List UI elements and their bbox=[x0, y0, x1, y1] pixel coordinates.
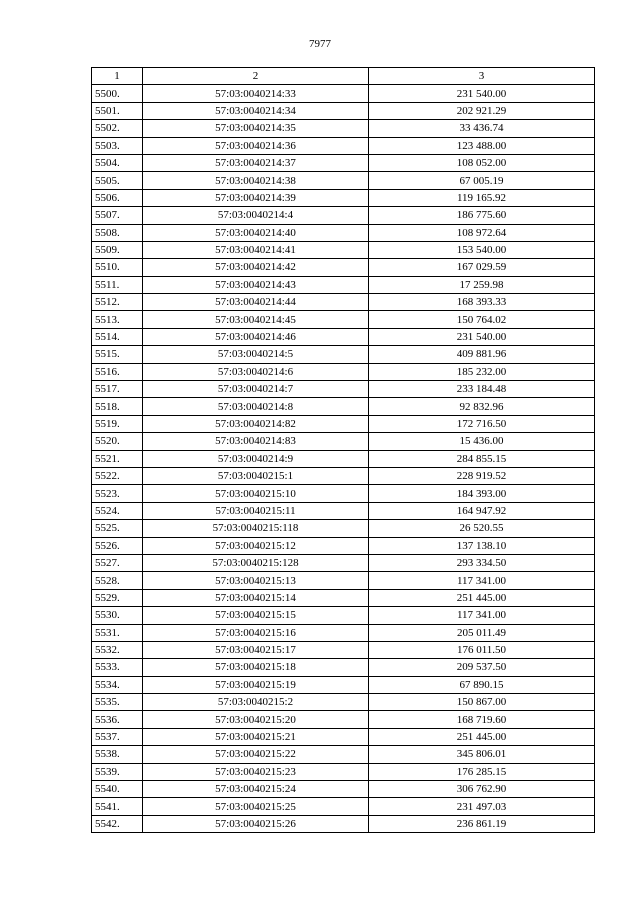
row-number: 5523. bbox=[92, 485, 143, 502]
cadastral-value: 168 393.33 bbox=[369, 294, 595, 311]
cadastral-number: 57:03:0040214:34 bbox=[143, 102, 369, 119]
cadastral-number: 57:03:0040215:12 bbox=[143, 537, 369, 554]
row-number: 5532. bbox=[92, 641, 143, 658]
cadastral-number: 57:03:0040215:19 bbox=[143, 676, 369, 693]
cadastral-number: 57:03:0040215:15 bbox=[143, 607, 369, 624]
cadastral-value: 164 947.92 bbox=[369, 502, 595, 519]
cadastral-number: 57:03:0040214:37 bbox=[143, 154, 369, 171]
column-header-1: 1 bbox=[92, 68, 143, 85]
cadastral-value: 228 919.52 bbox=[369, 467, 595, 484]
row-number: 5522. bbox=[92, 467, 143, 484]
table-row bbox=[92, 746, 595, 763]
cadastral-number: 57:03:0040214:38 bbox=[143, 172, 369, 189]
row-number: 5507. bbox=[92, 207, 143, 224]
cadastral-number: 57:03:0040214:33 bbox=[143, 85, 369, 102]
cadastral-number: 57:03:0040214:45 bbox=[143, 311, 369, 328]
column-header-2: 2 bbox=[143, 68, 369, 85]
cadastral-value: 186 775.60 bbox=[369, 207, 595, 224]
table-row bbox=[92, 85, 595, 102]
cadastral-value-table bbox=[91, 67, 595, 833]
cadastral-value: 185 232.00 bbox=[369, 363, 595, 380]
table-row bbox=[92, 554, 595, 571]
cadastral-value: 15 436.00 bbox=[369, 433, 595, 450]
table-row bbox=[92, 381, 595, 398]
table-row bbox=[92, 694, 595, 711]
row-number: 5528. bbox=[92, 572, 143, 589]
table-row bbox=[92, 624, 595, 641]
cadastral-value: 150 764.02 bbox=[369, 311, 595, 328]
table-row bbox=[92, 589, 595, 606]
cadastral-number: 57:03:0040215:1 bbox=[143, 467, 369, 484]
cadastral-number: 57:03:0040215:2 bbox=[143, 694, 369, 711]
table-row bbox=[92, 763, 595, 780]
cadastral-value: 176 011.50 bbox=[369, 641, 595, 658]
row-number: 5503. bbox=[92, 137, 143, 154]
cadastral-value: 17 259.98 bbox=[369, 276, 595, 293]
cadastral-value: 117 341.00 bbox=[369, 607, 595, 624]
cadastral-number: 57:03:0040214:44 bbox=[143, 294, 369, 311]
row-number: 5519. bbox=[92, 415, 143, 432]
cadastral-number: 57:03:0040215:20 bbox=[143, 711, 369, 728]
cadastral-value: 108 972.64 bbox=[369, 224, 595, 241]
cadastral-number: 57:03:0040215:10 bbox=[143, 485, 369, 502]
table-row bbox=[92, 172, 595, 189]
cadastral-value: 251 445.00 bbox=[369, 728, 595, 745]
cadastral-value: 251 445.00 bbox=[369, 589, 595, 606]
cadastral-value: 67 890.15 bbox=[369, 676, 595, 693]
cadastral-value: 306 762.90 bbox=[369, 781, 595, 798]
cadastral-number: 57:03:0040214:8 bbox=[143, 398, 369, 415]
table-row bbox=[92, 224, 595, 241]
cadastral-number: 57:03:0040214:46 bbox=[143, 328, 369, 345]
table-row bbox=[92, 520, 595, 537]
table-row bbox=[92, 433, 595, 450]
row-number: 5518. bbox=[92, 398, 143, 415]
cadastral-value: 67 005.19 bbox=[369, 172, 595, 189]
table-row bbox=[92, 311, 595, 328]
cadastral-number: 57:03:0040214:40 bbox=[143, 224, 369, 241]
cadastral-value: 202 921.29 bbox=[369, 102, 595, 119]
cadastral-number: 57:03:0040214:42 bbox=[143, 259, 369, 276]
cadastral-number: 57:03:0040215:23 bbox=[143, 763, 369, 780]
row-number: 5512. bbox=[92, 294, 143, 311]
cadastral-number: 57:03:0040215:128 bbox=[143, 554, 369, 571]
cadastral-value: 117 341.00 bbox=[369, 572, 595, 589]
table-row bbox=[92, 102, 595, 119]
table-row bbox=[92, 294, 595, 311]
cadastral-number: 57:03:0040214:9 bbox=[143, 450, 369, 467]
cadastral-value: 284 855.15 bbox=[369, 450, 595, 467]
row-number: 5514. bbox=[92, 328, 143, 345]
cadastral-number: 57:03:0040214:7 bbox=[143, 381, 369, 398]
cadastral-number: 57:03:0040215:26 bbox=[143, 815, 369, 832]
table-row bbox=[92, 363, 595, 380]
cadastral-number: 57:03:0040215:21 bbox=[143, 728, 369, 745]
table-row bbox=[92, 259, 595, 276]
row-number: 5541. bbox=[92, 798, 143, 815]
row-number: 5509. bbox=[92, 241, 143, 258]
row-number: 5530. bbox=[92, 607, 143, 624]
row-number: 5502. bbox=[92, 120, 143, 137]
cadastral-value: 33 436.74 bbox=[369, 120, 595, 137]
table-row bbox=[92, 467, 595, 484]
column-header-3: 3 bbox=[369, 68, 595, 85]
row-number: 5517. bbox=[92, 381, 143, 398]
cadastral-value: 150 867.00 bbox=[369, 694, 595, 711]
cadastral-value: 176 285.15 bbox=[369, 763, 595, 780]
cadastral-number: 57:03:0040214:5 bbox=[143, 346, 369, 363]
row-number: 5510. bbox=[92, 259, 143, 276]
cadastral-number: 57:03:0040214:6 bbox=[143, 363, 369, 380]
row-number: 5513. bbox=[92, 311, 143, 328]
cadastral-value: 137 138.10 bbox=[369, 537, 595, 554]
cadastral-number: 57:03:0040214:83 bbox=[143, 433, 369, 450]
row-number: 5508. bbox=[92, 224, 143, 241]
cadastral-number: 57:03:0040215:11 bbox=[143, 502, 369, 519]
cadastral-number: 57:03:0040214:4 bbox=[143, 207, 369, 224]
cadastral-value: 231 497.03 bbox=[369, 798, 595, 815]
cadastral-value: 293 334.50 bbox=[369, 554, 595, 571]
cadastral-value: 409 881.96 bbox=[369, 346, 595, 363]
cadastral-number: 57:03:0040214:39 bbox=[143, 189, 369, 206]
cadastral-number: 57:03:0040215:118 bbox=[143, 520, 369, 537]
cadastral-number: 57:03:0040215:14 bbox=[143, 589, 369, 606]
cadastral-number: 57:03:0040215:22 bbox=[143, 746, 369, 763]
table-body bbox=[92, 85, 595, 833]
table-row bbox=[92, 189, 595, 206]
row-number: 5525. bbox=[92, 520, 143, 537]
cadastral-number: 57:03:0040214:43 bbox=[143, 276, 369, 293]
cadastral-value: 209 537.50 bbox=[369, 659, 595, 676]
table-row bbox=[92, 711, 595, 728]
table-row bbox=[92, 276, 595, 293]
table-row bbox=[92, 641, 595, 658]
row-number: 5539. bbox=[92, 763, 143, 780]
row-number: 5536. bbox=[92, 711, 143, 728]
row-number: 5506. bbox=[92, 189, 143, 206]
cadastral-number: 57:03:0040214:35 bbox=[143, 120, 369, 137]
row-number: 5526. bbox=[92, 537, 143, 554]
table-row bbox=[92, 450, 595, 467]
row-number: 5516. bbox=[92, 363, 143, 380]
cadastral-value: 345 806.01 bbox=[369, 746, 595, 763]
row-number: 5540. bbox=[92, 781, 143, 798]
table-row bbox=[92, 798, 595, 815]
row-number: 5531. bbox=[92, 624, 143, 641]
row-number: 5524. bbox=[92, 502, 143, 519]
row-number: 5542. bbox=[92, 815, 143, 832]
row-number: 5505. bbox=[92, 172, 143, 189]
table-row bbox=[92, 207, 595, 224]
cadastral-value: 231 540.00 bbox=[369, 328, 595, 345]
cadastral-number: 57:03:0040215:13 bbox=[143, 572, 369, 589]
table-row bbox=[92, 485, 595, 502]
table-row bbox=[92, 659, 595, 676]
table-row bbox=[92, 728, 595, 745]
row-number: 5500. bbox=[92, 85, 143, 102]
row-number: 5535. bbox=[92, 694, 143, 711]
table-row bbox=[92, 607, 595, 624]
row-number: 5515. bbox=[92, 346, 143, 363]
table-row bbox=[92, 137, 595, 154]
table-row bbox=[92, 398, 595, 415]
cadastral-value: 233 184.48 bbox=[369, 381, 595, 398]
table-row bbox=[92, 120, 595, 137]
row-number: 5504. bbox=[92, 154, 143, 171]
cadastral-value: 92 832.96 bbox=[369, 398, 595, 415]
row-number: 5538. bbox=[92, 746, 143, 763]
cadastral-value: 26 520.55 bbox=[369, 520, 595, 537]
row-number: 5511. bbox=[92, 276, 143, 293]
cadastral-number: 57:03:0040214:82 bbox=[143, 415, 369, 432]
cadastral-value: 236 861.19 bbox=[369, 815, 595, 832]
table-row bbox=[92, 241, 595, 258]
table-header-row bbox=[92, 68, 595, 85]
page-number: 7977 bbox=[309, 38, 331, 50]
table-row bbox=[92, 676, 595, 693]
cadastral-value: 231 540.00 bbox=[369, 85, 595, 102]
cadastral-number: 57:03:0040214:36 bbox=[143, 137, 369, 154]
cadastral-value: 168 719.60 bbox=[369, 711, 595, 728]
row-number: 5527. bbox=[92, 554, 143, 571]
row-number: 5521. bbox=[92, 450, 143, 467]
table-row bbox=[92, 502, 595, 519]
row-number: 5533. bbox=[92, 659, 143, 676]
cadastral-number: 57:03:0040215:24 bbox=[143, 781, 369, 798]
cadastral-value: 119 165.92 bbox=[369, 189, 595, 206]
table-row bbox=[92, 346, 595, 363]
cadastral-value: 123 488.00 bbox=[369, 137, 595, 154]
table-row bbox=[92, 537, 595, 554]
table-row bbox=[92, 572, 595, 589]
table-row bbox=[92, 815, 595, 832]
cadastral-number: 57:03:0040215:18 bbox=[143, 659, 369, 676]
cadastral-value: 184 393.00 bbox=[369, 485, 595, 502]
row-number: 5501. bbox=[92, 102, 143, 119]
cadastral-number: 57:03:0040215:16 bbox=[143, 624, 369, 641]
cadastral-value: 167 029.59 bbox=[369, 259, 595, 276]
cadastral-value: 205 011.49 bbox=[369, 624, 595, 641]
table-row bbox=[92, 781, 595, 798]
row-number: 5529. bbox=[92, 589, 143, 606]
cadastral-value: 172 716.50 bbox=[369, 415, 595, 432]
row-number: 5520. bbox=[92, 433, 143, 450]
cadastral-number: 57:03:0040214:41 bbox=[143, 241, 369, 258]
cadastral-number: 57:03:0040215:25 bbox=[143, 798, 369, 815]
cadastral-number: 57:03:0040215:17 bbox=[143, 641, 369, 658]
row-number: 5537. bbox=[92, 728, 143, 745]
table-row bbox=[92, 154, 595, 171]
cadastral-value: 153 540.00 bbox=[369, 241, 595, 258]
table-row bbox=[92, 328, 595, 345]
row-number: 5534. bbox=[92, 676, 143, 693]
cadastral-value: 108 052.00 bbox=[369, 154, 595, 171]
table-row bbox=[92, 415, 595, 432]
